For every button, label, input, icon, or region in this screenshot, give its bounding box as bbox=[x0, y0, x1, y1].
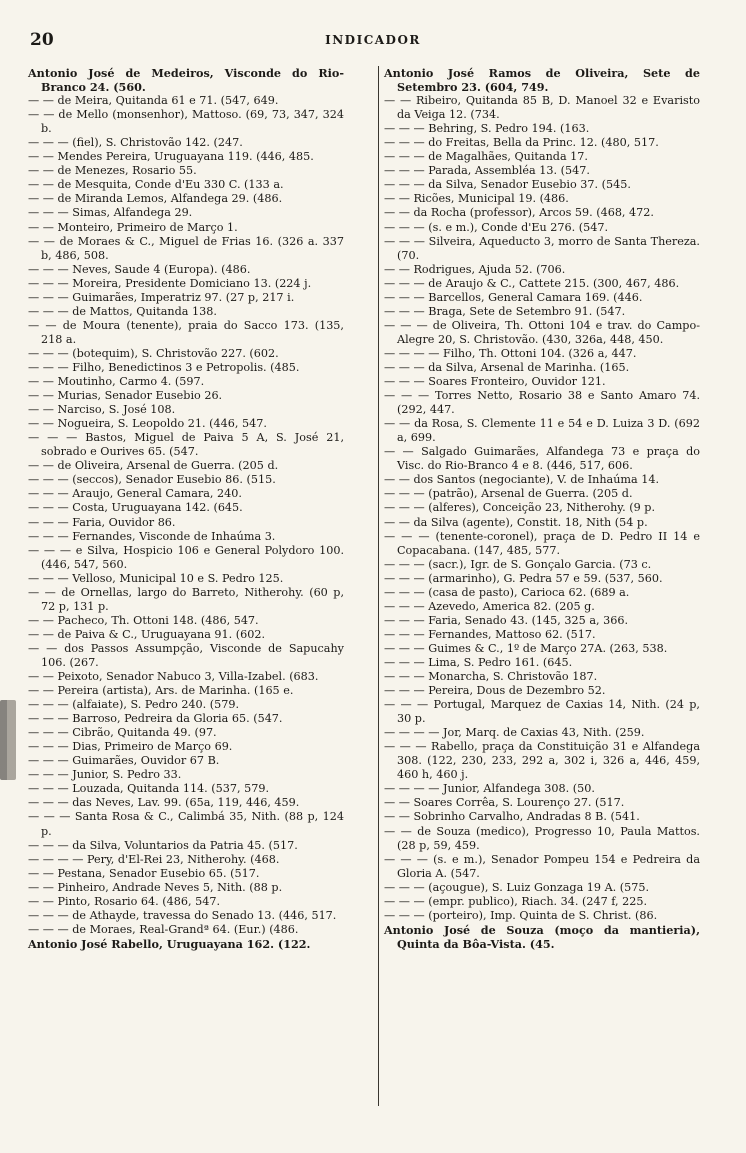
directory-entry: — — de Moraes & C., Miguel de Frias 16. (326 a. 337 b, 486, 508. bbox=[28, 234, 344, 262]
directory-entry: — — — (alferes), Conceição 23, Nitherohy. (9 p. bbox=[384, 501, 656, 515]
directory-entry: — — — Dias, Primeiro de Março 69. bbox=[28, 740, 233, 754]
directory-entry: — — — (fiel), S. Christovão 142. (247. bbox=[28, 136, 243, 150]
directory-entry: — — — Lima, S. Pedro 161. (645. bbox=[384, 655, 573, 669]
directory-entry: — — — da Silva, Arsenal de Marinha. (165. bbox=[384, 360, 630, 374]
directory-entry: — — Peixoto, Senador Nabuco 3, Villa-Izabel. (683. bbox=[28, 670, 319, 684]
directory-entry: — — — de Mattos, Quitanda 138. bbox=[28, 304, 217, 318]
directory-entry: — — Moutinho, Carmo 4. (597. bbox=[28, 375, 205, 389]
directory-entry: — — — Guimes & C., 1º de Março 27A. (263, 538. bbox=[384, 641, 668, 655]
directory-entry: — — — (seccos), Senador Eusebio 86. (515. bbox=[28, 473, 276, 487]
directory-entry: — — — Faria, Ouvidor 86. bbox=[28, 515, 176, 529]
directory-entry: — — — Barroso, Pedreira da Gloria 65. (547. bbox=[28, 712, 283, 726]
directory-entry: — — — (armarinho), G. Pedra 57 e 59. (537, 560. bbox=[384, 571, 663, 585]
page-number: 20 bbox=[30, 30, 54, 50]
directory-entry: — — — (s. e m.), Conde d'Eu 276. (547. bbox=[384, 220, 609, 234]
directory-entry: — — — Monarcha, S. Christovão 187. bbox=[384, 670, 598, 684]
directory-entry: — — Narciso, S. José 108. bbox=[28, 403, 176, 417]
directory-entry: — — — Pereira, Dous de Dezembro 52. bbox=[384, 684, 606, 698]
directory-entry: — — — (empr. publico), Riach. 34. (247 f, 225. bbox=[384, 894, 648, 908]
directory-entry: — — Pinto, Rosario 64. (486, 547. bbox=[28, 894, 221, 908]
directory-entry: Antonio José Rabello, Uruguayana 162. (122. bbox=[28, 936, 311, 951]
directory-entry: — — dos Passos Assumpção, Visconde de Sapucahy 106. (267. bbox=[28, 641, 344, 669]
directory-entry: — — de Oliveira, Arsenal de Guerra. (205 d. bbox=[28, 459, 279, 473]
directory-entry: — — — Silveira, Aqueducto 3, morro de Santa Thereza. (70. bbox=[384, 234, 700, 262]
directory-entry: — — — Costa, Uruguayana 142. (645. bbox=[28, 501, 243, 515]
directory-entry: — — — da Silva, Voluntarios da Patria 45. (517. bbox=[28, 838, 298, 852]
page-header bbox=[0, 30, 746, 52]
directory-entry: — — — de Moraes, Real-Grandª 64. (Eur.) (486. bbox=[28, 922, 299, 936]
directory-entry: — — — Guimarães, Ouvidor 67 B. bbox=[28, 754, 220, 768]
directory-entry: — — Ricões, Municipal 19. (486. bbox=[384, 192, 569, 206]
directory-entry: — — — (patrão), Arsenal de Guerra. (205 d. bbox=[384, 487, 633, 501]
directory-entry: — — da Silva (agente), Constit. 18, Nith (54 p. bbox=[384, 515, 648, 529]
directory-entry: — — de Miranda Lemos, Alfandega 29. (486. bbox=[28, 192, 283, 206]
directory-entry: — — Rodrigues, Ajuda 52. (706. bbox=[384, 262, 566, 276]
directory-entry: — — Sobrinho Carvalho, Andradas 8 B. (541. bbox=[384, 810, 640, 824]
directory-entry: — — — (porteiro), Imp. Quinta de S. Christ. (86. bbox=[384, 908, 658, 922]
directory-entry: — — — Louzada, Quitanda 114. (537, 579. bbox=[28, 782, 270, 796]
page-title: INDICADOR bbox=[325, 33, 421, 47]
directory-entry: — — da Rosa, S. Clemente 11 e 54 e D. Luiza 3 D. (692 a, 699. bbox=[384, 417, 700, 445]
binding-stain bbox=[0, 700, 16, 780]
directory-entry: — — — Cibrão, Quitanda 49. (97. bbox=[28, 726, 217, 740]
directory-entry: — — — (sacr.), Igr. de S. Gonçalo Garcia. (73 c. bbox=[384, 557, 652, 571]
directory-entry: — — — (tenente-coronel), praça de D. Pedro II 14 e Copacabana. (147, 485, 577. bbox=[384, 529, 700, 557]
directory-entry: — — — Portugal, Marquez de Caxias 14, Nith. (24 p, 30 p. bbox=[384, 698, 700, 726]
directory-entry: — — — — Jor, Marq. de Caxias 43, Nith. (259. bbox=[384, 726, 645, 740]
directory-entry: — — — Azevedo, America 82. (205 g. bbox=[384, 599, 595, 613]
directory-entry: — — — Moreira, Presidente Domiciano 13. (224 j. bbox=[28, 276, 312, 290]
directory-entry: — — — (botequim), S. Christovão 227. (602. bbox=[28, 346, 279, 360]
directory-entry: — — — Torres Netto, Rosario 38 e Santo Amaro 74. (292, 447. bbox=[384, 389, 700, 417]
directory-entry: — — dos Santos (negociante), V. de Inhaúma 14. bbox=[384, 473, 660, 487]
directory-entry: — — — Fernandes, Mattoso 62. (517. bbox=[384, 627, 596, 641]
directory-entry: — — — — Filho, Th. Ottoni 104. (326 a, 447. bbox=[384, 346, 637, 360]
directory-entry: — — — (alfaiate), S. Pedro 240. (579. bbox=[28, 698, 240, 712]
directory-entry: — — Pacheco, Th. Ottoni 148. (486, 547. bbox=[28, 613, 259, 627]
directory-entry: — — — (s. e m.), Senador Pompeu 154 e Pedreira da Gloria A. (547. bbox=[384, 852, 700, 880]
directory-entry: — — — Behring, S. Pedro 194. (163. bbox=[384, 122, 590, 136]
directory-entry: — — — Velloso, Municipal 10 e S. Pedro 125. bbox=[28, 571, 284, 585]
directory-entry: — — — e Silva, Hospicio 106 e General Polydoro 100. (446, 547, 560. bbox=[28, 543, 344, 571]
directory-entry: — — — Rabello, praça da Constituição 31 e Alfandega 308. (122, 230, 233, 292 a, 302 i, 326 a, 446, 459, 460 h, 460 j. bbox=[384, 740, 700, 782]
directory-entry: — — da Rocha (professor), Arcos 59. (468, 472. bbox=[384, 206, 654, 220]
directory-entry: — — de Meira, Quitanda 61 e 71. (547, 649. bbox=[28, 94, 279, 108]
directory-entry: — — de Moura (tenente), praia do Sacco 173. (135, 218 a. bbox=[28, 318, 344, 346]
directory-entry: — — — de Araujo & C., Cattete 215. (300, 467, 486. bbox=[384, 276, 680, 290]
directory-entry: — — — — Junior, Alfandega 308. (50. bbox=[384, 782, 595, 796]
directory-entry: — — — (casa de pasto), Carioca 62. (689 a. bbox=[384, 585, 630, 599]
directory-entry: — — — Santa Rosa & C., Calimbá 35, Nith. (88 p, 124 p. bbox=[28, 810, 344, 838]
directory-entry: — — Murias, Senador Eusebio 26. bbox=[28, 389, 223, 403]
directory-entry: — — — Neves, Saude 4 (Europa). (486. bbox=[28, 262, 251, 276]
directory-entry: — — — Bastos, Miguel de Paiva 5 A, S. José 21, sobrado e Ourives 65. (547. bbox=[28, 431, 344, 459]
directory-entry: — — — Junior, S. Pedro 33. bbox=[28, 768, 182, 782]
directory-entry: — — — Filho, Benedictinos 3 e Petropolis. (485. bbox=[28, 360, 300, 374]
column-divider bbox=[378, 66, 379, 1106]
directory-entry: — — de Ornellas, largo do Barreto, Nitherohy. (60 p, 72 p, 131 p. bbox=[28, 585, 344, 613]
directory-entry: — — Pereira (artista), Ars. de Marinha. (165 e. bbox=[28, 684, 294, 698]
directory-entry: — — Soares Corrêa, S. Lourenço 27. (517. bbox=[384, 796, 625, 810]
directory-entry: Antonio José Ramos de Oliveira, Sete de Setembro 23. (604, 749. bbox=[384, 66, 700, 95]
directory-entry: — — — Parada, Assembléa 13. (547. bbox=[384, 164, 590, 178]
directory-entry: — — — de Athayde, travessa do Senado 13. (446, 517. bbox=[28, 908, 337, 922]
directory-entry: — — Pinheiro, Andrade Neves 5, Nith. (88 p. bbox=[28, 880, 283, 894]
directory-entry: — — — Faria, Senado 43. (145, 325 a, 366. bbox=[384, 613, 629, 627]
directory-entry: — — — Braga, Sete de Setembro 91. (547. bbox=[384, 304, 626, 318]
directory-entry: — — de Mesquita, Conde d'Eu 330 C. (133 a. bbox=[28, 178, 284, 192]
directory-entry: — — Ribeiro, Quitanda 85 B, D. Manoel 32 e Evaristo da Veiga 12. (734. bbox=[384, 94, 700, 122]
directory-entry: — — — das Neves, Lav. 99. (65a, 119, 446, 459. bbox=[28, 796, 300, 810]
directory-entry: — — — Guimarães, Imperatriz 97. (27 p, 217 i. bbox=[28, 290, 295, 304]
directory-entry: — — de Mello (monsenhor), Mattoso. (69, 73, 347, 324 b. bbox=[28, 108, 344, 136]
directory-entry: — — — Soares Fronteiro, Ouvidor 121. bbox=[384, 375, 606, 389]
directory-entry: — — — (açougue), S. Luiz Gonzaga 19 A. (575. bbox=[384, 880, 650, 894]
directory-entry: — — Pestana, Senador Eusebio 65. (517. bbox=[28, 866, 260, 880]
directory-entry: — — de Paiva & C., Uruguayana 91. (602. bbox=[28, 627, 266, 641]
directory-entry: — — de Menezes, Rosario 55. bbox=[28, 164, 197, 178]
directory-entry: Antonio José de Medeiros, Visconde do Rio-Branco 24. (560. bbox=[28, 66, 344, 95]
directory-entry: — — — do Freitas, Bella da Princ. 12. (480, 517. bbox=[384, 136, 659, 150]
directory-entry: — — — de Oliveira, Th. Ottoni 104 e trav. do Campo-Alegre 20, S. Christovão. (430, 326a, 448, 450. bbox=[384, 318, 700, 346]
directory-entry: — — — — Pery, d'El-Rei 23, Nitherohy. (468. bbox=[28, 852, 280, 866]
directory-entry: — — — da Silva, Senador Eusebio 37. (545. bbox=[384, 178, 631, 192]
directory-entry: — — — Araujo, General Camara, 240. bbox=[28, 487, 242, 501]
directory-entry: — — — de Magalhães, Quitanda 17. bbox=[384, 150, 588, 164]
right-column bbox=[384, 66, 700, 951]
directory-entry: — — Mendes Pereira, Uruguayana 119. (446, 485. bbox=[28, 150, 314, 164]
directory-entry: — — — Barcellos, General Camara 169. (446. bbox=[384, 290, 643, 304]
directory-entry: — — Nogueira, S. Leopoldo 21. (446, 547. bbox=[28, 417, 267, 431]
directory-entry: — — de Souza (medico), Progresso 10, Paula Mattos. (28 p, 59, 459. bbox=[384, 824, 700, 852]
directory-entry: — — — Simas, Alfandega 29. bbox=[28, 206, 193, 220]
left-column bbox=[28, 66, 344, 951]
directory-entry: — — Salgado Guimarães, Alfandega 73 e praça do Visc. do Rio-Branco 4 e 8. (446, 517, 606. bbox=[384, 445, 700, 473]
directory-entry: Antonio José de Souza (moço da mantieria), Quinta da Bôa-Vista. (45. bbox=[384, 922, 700, 951]
directory-entry: — — — Fernandes, Visconde de Inhaúma 3. bbox=[28, 529, 276, 543]
directory-entry: — — Monteiro, Primeiro de Março 1. bbox=[28, 220, 238, 234]
